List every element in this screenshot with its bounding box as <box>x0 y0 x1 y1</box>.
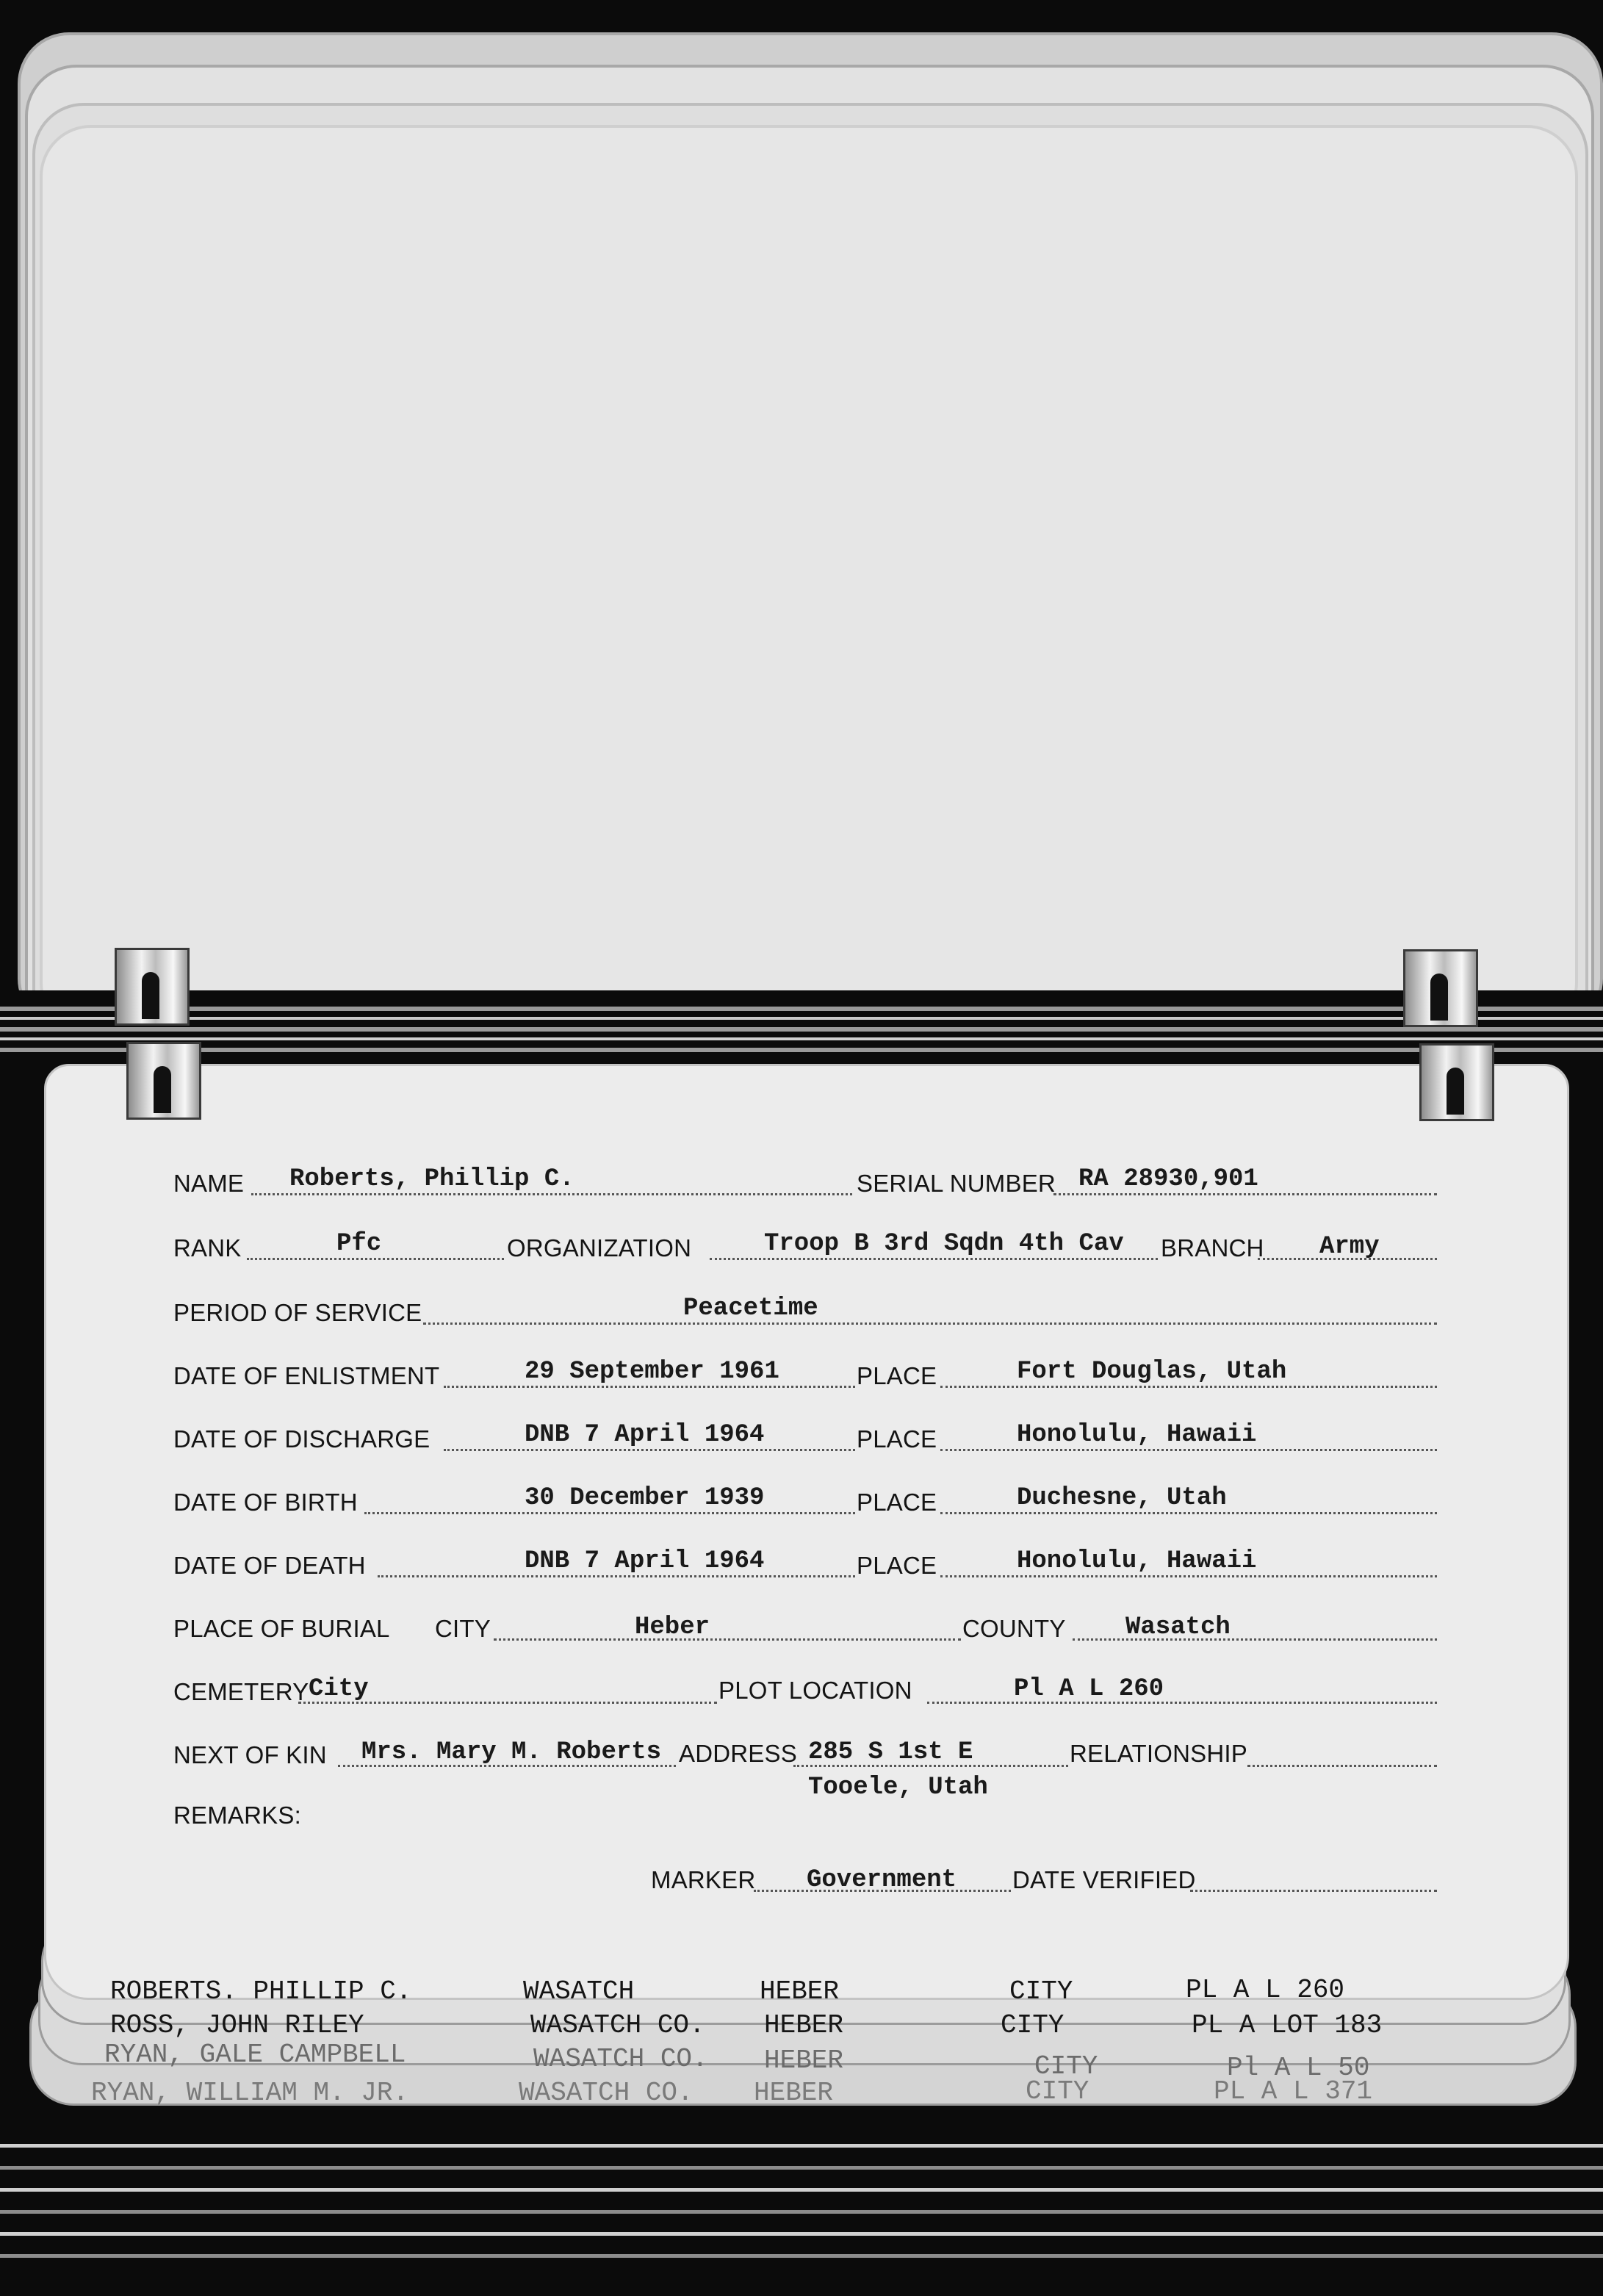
index-county: WASATCH CO. <box>533 2044 708 2074</box>
rail-line <box>0 2166 1603 2170</box>
serial-value: RA 28930,901 <box>1078 1165 1258 1193</box>
burial-county-value: Wasatch <box>1125 1613 1231 1641</box>
enlistment-date-value: 29 September 1961 <box>525 1358 779 1386</box>
blank-card-back <box>40 125 1578 1034</box>
death-place-value: Honolulu, Hawaii <box>1017 1547 1257 1575</box>
dotted-line <box>247 1258 504 1260</box>
cemetery-label: CEMETERY <box>173 1678 309 1705</box>
index-city: HEBER <box>760 1976 840 2007</box>
organization-label: ORGANIZATION <box>507 1234 692 1262</box>
index-city: HEBER <box>764 2045 844 2076</box>
binder-clip-left-bottom <box>126 1042 201 1120</box>
binder-clip-right-bottom <box>1419 1043 1494 1121</box>
binder-bottom <box>0 2116 1603 2296</box>
index-plot: Pl A L 50 <box>1227 2053 1370 2083</box>
index-name: RYAN, GALE CAMPBELL <box>104 2040 406 2070</box>
rail-line <box>0 1007 1603 1011</box>
branch-value: Army <box>1319 1233 1380 1261</box>
rail-line <box>0 1048 1603 1052</box>
burial-city-value: Heber <box>635 1613 710 1641</box>
name-value: Roberts, Phillip C. <box>289 1165 574 1193</box>
address-line1: 285 S 1st E <box>808 1738 973 1766</box>
dotted-line <box>793 1765 1068 1767</box>
record-card <box>44 1064 1569 2000</box>
period-value: Peacetime <box>683 1295 818 1322</box>
address-label: ADDRESS <box>679 1740 797 1767</box>
dotted-line <box>940 1449 1437 1451</box>
rail-line <box>0 2254 1603 2258</box>
burial-label: PLACE OF BURIAL <box>173 1615 390 1642</box>
index-name: RYAN, WILLIAM M. JR. <box>91 2078 409 2108</box>
marker-value: Government <box>807 1866 957 1894</box>
burial-city-label: CITY <box>435 1615 491 1642</box>
dotted-line <box>940 1512 1437 1514</box>
discharge-label: DATE OF DISCHARGE <box>173 1425 431 1453</box>
dotted-line <box>444 1449 855 1451</box>
rail-line <box>0 1037 1603 1040</box>
dotted-line <box>251 1193 852 1195</box>
index-city: HEBER <box>754 2078 834 2108</box>
kin-value: Mrs. Mary M. Roberts <box>361 1738 662 1766</box>
birth-place-label: PLACE <box>857 1489 937 1516</box>
rank-label: RANK <box>173 1234 242 1262</box>
index-plot: PL A LOT 183 <box>1192 2010 1383 2040</box>
rail-line <box>0 2232 1603 2236</box>
dotted-line <box>364 1512 855 1514</box>
rail-line <box>0 2144 1603 2148</box>
dotted-line <box>444 1386 855 1388</box>
dotted-line <box>1247 1765 1437 1767</box>
rail-line <box>0 1017 1603 1020</box>
binder-clip-left-top <box>115 948 190 1026</box>
enlistment-place-value: Fort Douglas, Utah <box>1017 1358 1287 1386</box>
plot-label: PLOT LOCATION <box>718 1677 912 1704</box>
index-cemetery: CITY <box>1026 2076 1089 2106</box>
index-county: WASATCH CO. <box>519 2078 694 2108</box>
address-line2: Tooele, Utah <box>808 1774 988 1802</box>
discharge-place-value: Honolulu, Hawaii <box>1017 1421 1257 1449</box>
name-label: NAME <box>173 1170 245 1197</box>
index-county: WASATCH CO. <box>530 2010 705 2040</box>
plot-value: Pl A L 260 <box>1014 1675 1164 1703</box>
organization-value: Troop B 3rd Sqdn 4th Cav <box>764 1230 1124 1258</box>
binder-clip-right-top <box>1403 949 1478 1027</box>
dotted-line <box>1190 1890 1437 1892</box>
remarks-label: REMARKS: <box>173 1802 301 1829</box>
date-verified-label: DATE VERIFIED <box>1012 1866 1196 1893</box>
dotted-line <box>710 1258 1158 1260</box>
birth-place-value: Duchesne, Utah <box>1017 1484 1227 1512</box>
period-label: PERIOD OF SERVICE <box>173 1299 422 1326</box>
serial-label: SERIAL NUMBER <box>857 1170 1056 1197</box>
index-plot: PL A L 260 <box>1186 1975 1345 2005</box>
index-cemetery: CITY <box>1034 2051 1098 2081</box>
enlistment-place-label: PLACE <box>857 1362 937 1389</box>
dotted-line <box>378 1575 855 1577</box>
dotted-line <box>940 1575 1437 1577</box>
birth-date-value: 30 December 1939 <box>525 1484 765 1512</box>
rank-value: Pfc <box>336 1230 382 1258</box>
branch-label: BRANCH <box>1161 1234 1264 1262</box>
dotted-line <box>927 1702 1437 1704</box>
index-cemetery: CITY <box>1009 1976 1073 2007</box>
dotted-line <box>940 1386 1437 1388</box>
relationship-label: RELATIONSHIP <box>1070 1740 1248 1767</box>
rail-line <box>0 1027 1603 1032</box>
marker-label: MARKER <box>651 1866 756 1893</box>
death-place-label: PLACE <box>857 1552 937 1579</box>
death-label: DATE OF DEATH <box>173 1552 366 1579</box>
rail-line <box>0 2188 1603 2192</box>
index-name: ROSS, JOHN RILEY <box>110 2010 364 2040</box>
death-date-value: DNB 7 April 1964 <box>525 1547 765 1575</box>
cemetery-value: City <box>309 1675 369 1703</box>
kin-label: NEXT OF KIN <box>173 1741 327 1768</box>
dotted-line <box>494 1638 961 1641</box>
rail-line <box>0 2210 1603 2214</box>
index-name: ROBERTS. PHILLIP C. <box>110 1976 412 2007</box>
discharge-place-label: PLACE <box>857 1425 937 1453</box>
index-county: WASATCH <box>523 1976 635 2007</box>
index-city: HEBER <box>764 2010 844 2040</box>
index-cemetery: CITY <box>1001 2010 1065 2040</box>
discharge-date-value: DNB 7 April 1964 <box>525 1421 765 1449</box>
birth-label: DATE OF BIRTH <box>173 1489 358 1516</box>
enlistment-label: DATE OF ENLISTMENT <box>173 1362 440 1389</box>
index-plot: PL A L 371 <box>1214 2076 1373 2106</box>
county-label: COUNTY <box>962 1615 1066 1642</box>
dotted-line <box>1053 1193 1437 1195</box>
dotted-line <box>423 1322 1437 1325</box>
